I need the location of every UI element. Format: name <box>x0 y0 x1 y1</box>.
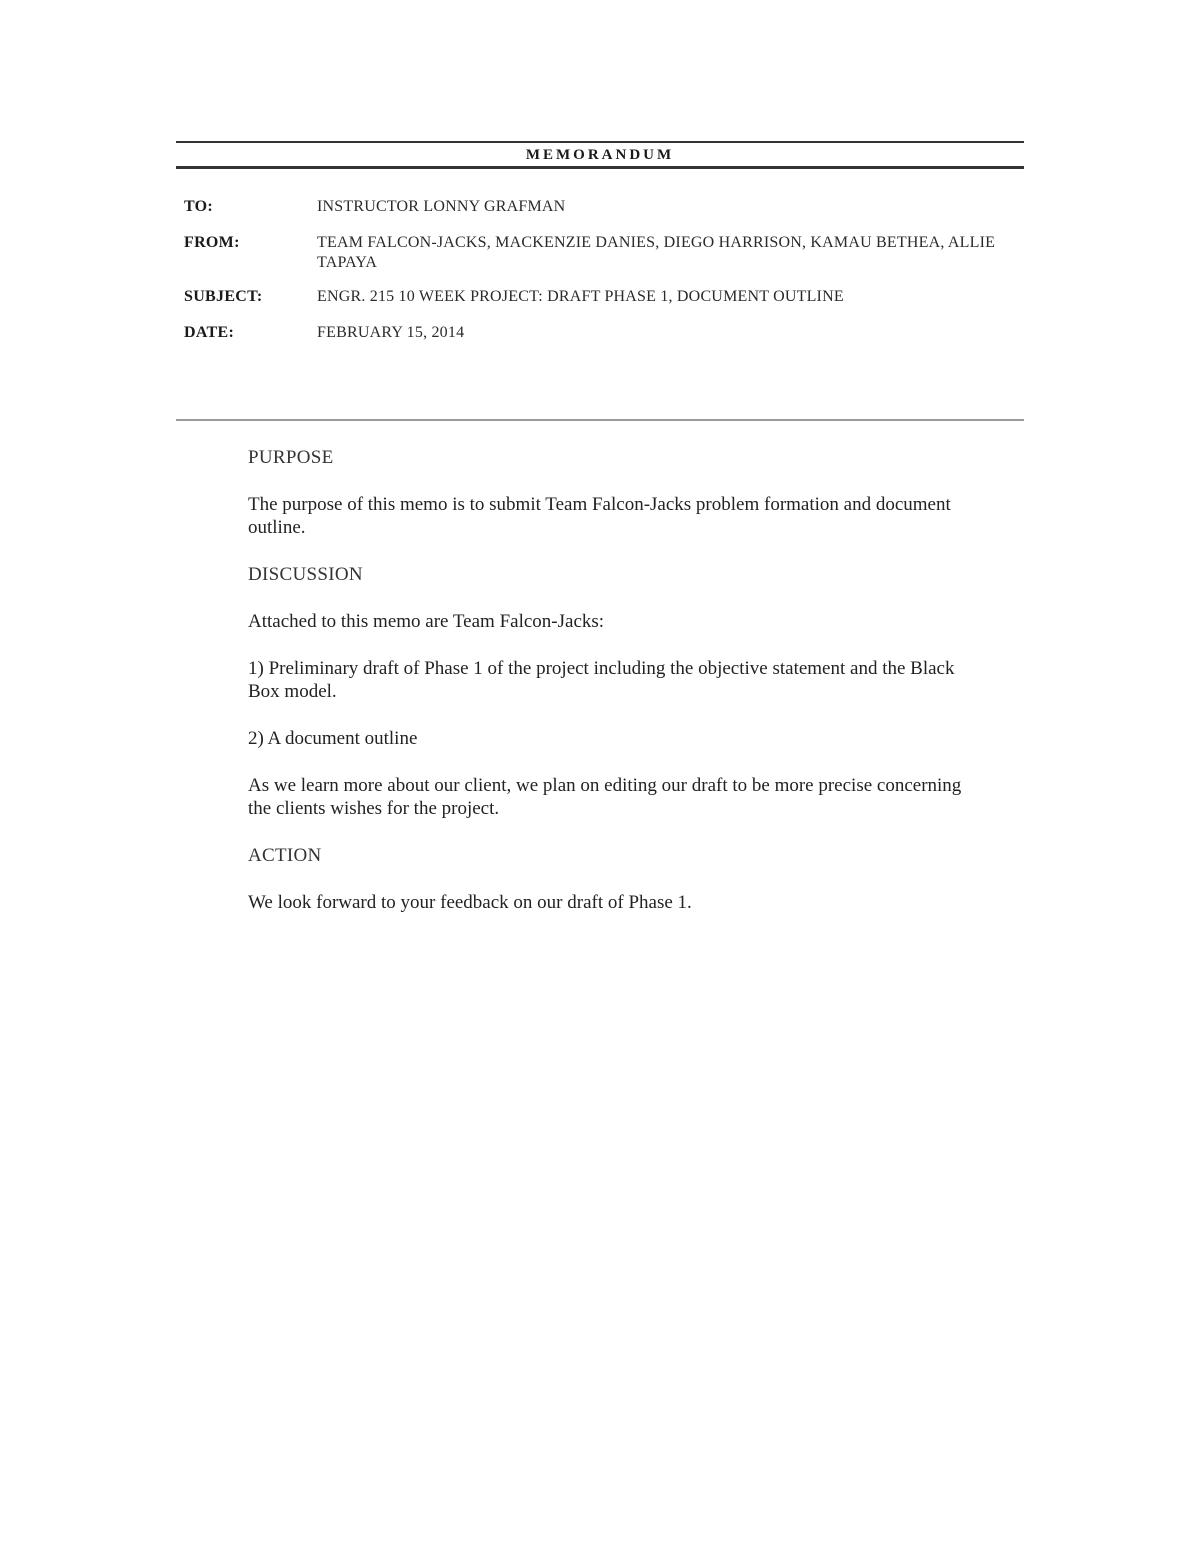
header-subject-row <box>184 287 1004 307</box>
date-label: DATE: <box>184 324 235 341</box>
memo-body <box>248 446 988 938</box>
subject-value: ENGR. 215 10 WEEK PROJECT: DRAFT PHASE 1, DOCUMENT OUTLINE <box>317 288 844 305</box>
discussion-heading: DISCUSSION <box>248 564 363 585</box>
discussion-closing: As we learn more about our client, we plan on editing our draft to be more precise concerning the clients wishes for the project. <box>248 775 962 819</box>
discussion-item-2: 2) A document outline <box>248 728 418 749</box>
from-label: FROM: <box>184 234 240 251</box>
action-heading: ACTION <box>248 845 322 866</box>
to-value: INSTRUCTOR LONNY GRAFMAN <box>317 198 566 215</box>
header-bottom-rule <box>176 419 1024 421</box>
header-from-row <box>184 233 1004 273</box>
header-date-row <box>184 323 1004 343</box>
top-rule <box>176 141 1024 143</box>
purpose-heading: PURPOSE <box>248 447 334 468</box>
subject-label: SUBJECT: <box>184 288 263 305</box>
to-label: TO: <box>184 198 214 215</box>
action-paragraph: We look forward to your feedback on our draft of Phase 1. <box>248 892 692 913</box>
discussion-item-1: 1) Preliminary draft of Phase 1 of the project including the objective statement and the Black Box model. <box>248 658 955 702</box>
from-value: TEAM FALCON-JACKS, MACKENZIE DANIES, DIEGO HARRISON, KAMAU BETHEA, ALLIE TAPAYA <box>317 234 996 271</box>
title-rule <box>176 166 1024 169</box>
purpose-paragraph: The purpose of this memo is to submit Team Falcon-Jacks problem formation and document outline. <box>248 494 951 538</box>
date-value: FEBRUARY 15, 2014 <box>317 324 465 341</box>
memo-title: MEMORANDUM <box>525 147 675 163</box>
header-to-row <box>184 197 1004 217</box>
discussion-intro: Attached to this memo are Team Falcon-Jacks: <box>248 611 605 632</box>
